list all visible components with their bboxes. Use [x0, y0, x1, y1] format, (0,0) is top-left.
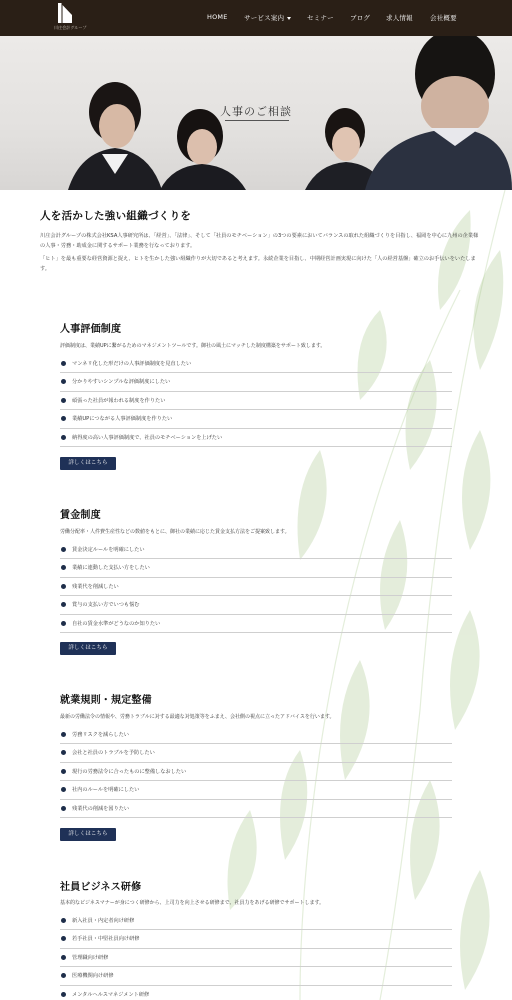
checklist-hr-evaluation: [60, 355, 452, 447]
hero-title: 人事のご相談: [220, 105, 292, 118]
list-item: [60, 744, 452, 762]
bullet-icon: [61, 361, 66, 366]
nav-services-label: サービス案内: [244, 14, 285, 22]
checklist-training: [60, 912, 452, 1000]
bullet-icon: [61, 955, 66, 960]
list-item: [60, 559, 452, 577]
list-item: [60, 726, 452, 744]
section-title-training: 社員ビジネス研修: [60, 882, 142, 893]
site-header: [0, 0, 512, 36]
list-item-label: メンタルヘルスマネジメント研修: [72, 991, 150, 998]
list-item: [60, 578, 452, 596]
list-item: [60, 355, 452, 373]
details-button-wage[interactable]: 詳しくはこちら: [60, 642, 116, 655]
bullet-icon: [61, 769, 66, 774]
list-item-label: 医療機関向け研修: [72, 973, 114, 980]
list-item-label: 業績UPにつながる人事評価制度を作りたい: [72, 416, 173, 423]
list-item-label: 管理職向け研修: [72, 954, 109, 961]
list-item: [60, 949, 452, 967]
logo-text: 川庄会計グループ: [54, 25, 87, 30]
checklist-wage: [60, 541, 452, 633]
list-item-label: 労務リスクを減らしたい: [72, 732, 129, 738]
list-item: [60, 373, 452, 391]
list-item-label: 残業代を削減したい: [72, 583, 119, 590]
section-desc-work-rules: 最新の労働法令の情報や、労務トラブルに対する最適な対処策等をふまえ、会社側の視点に立ったアドバイスを行います。: [60, 714, 335, 720]
details-button-hr-evaluation[interactable]: 詳しくはこちら: [60, 457, 116, 470]
list-item-label: 会社と社員のトラブルを予防したい: [72, 750, 155, 757]
intro-paragraph-2: 「ヒト」を最も重要な経営資源と捉え、ヒトを生かした強い組織作りが大切であると考えます。永続企業を目指し、中期経営計画実現に向けた「人の経営基盤」確立のお手伝いをいたします。: [40, 256, 476, 272]
bullet-icon: [61, 602, 66, 607]
details-button-work-rules[interactable]: 詳しくはこちら: [60, 828, 116, 841]
bullet-icon: [61, 918, 66, 923]
list-item-label: 自社の賃金水準がどうなのか知りたい: [72, 620, 161, 627]
list-item-label: 分かりやすいシンプルな評価制度にしたい: [72, 379, 171, 386]
list-item-label: 現行の労務法令に合ったものに整備しなおしたい: [72, 768, 187, 775]
section-title-wage: 賃金制度: [60, 510, 101, 521]
bullet-icon: [61, 992, 66, 997]
list-item: [60, 392, 452, 410]
bullet-icon: [61, 416, 66, 421]
list-item-label: 賞与の支払い方でいつも悩む: [72, 602, 140, 609]
list-item: [60, 930, 452, 948]
nav-recruit[interactable]: 求人情報: [386, 14, 413, 22]
bullet-icon: [61, 787, 66, 792]
bullet-icon: [61, 973, 66, 978]
list-item: [60, 615, 452, 633]
list-item-label: 新入社員・内定者向け研修: [72, 918, 135, 924]
list-item: [60, 763, 452, 781]
bullet-icon: [61, 750, 66, 755]
nav-blog[interactable]: ブログ: [350, 14, 371, 22]
checklist-work-rules: [60, 726, 452, 818]
list-item-label: 若手社員・中堅社員向け研修: [72, 936, 140, 943]
list-item: [60, 912, 452, 930]
nav-seminar[interactable]: セミナー: [307, 14, 334, 22]
bullet-icon: [61, 379, 66, 384]
section-title-hr-evaluation: 人事評価制度: [60, 324, 122, 335]
bullet-icon: [61, 547, 66, 552]
list-item: [60, 781, 452, 799]
bullet-icon: [61, 732, 66, 737]
intro-paragraph-1: 川庄会計グループの株式会社KSA人事研究所は、「経営」、「法律」、そして「社員のモチベーション」の3つの要素においてバランスの取れた組織づくりを目指し、福岡を中心に九州の企業様の人事・労務・助成金に関するサポート業務を行なっております。: [40, 233, 479, 249]
bullet-icon: [61, 398, 66, 403]
list-item-label: 残業代の削減を図りたい: [72, 805, 130, 812]
list-item-label: 業績に連動した支払い方をしたい: [72, 565, 150, 572]
bullet-icon: [61, 565, 66, 570]
list-item: [60, 429, 452, 447]
list-item: [60, 967, 452, 985]
nav-company[interactable]: 会社概要: [430, 14, 457, 22]
list-item-label: 賃金決定ルールを明確にしたい: [72, 547, 145, 553]
list-item: [60, 541, 452, 559]
bullet-icon: [61, 936, 66, 941]
section-title-work-rules: 就業規則・規定整備: [60, 695, 152, 706]
hero-banner: [0, 36, 512, 190]
list-item: [60, 986, 452, 1000]
list-item-label: 納得度の高い人事評価制度で、社員のモチベーションを上げたい: [72, 434, 223, 441]
logo[interactable]: [54, 3, 88, 33]
bullet-icon: [61, 806, 66, 811]
chevron-down-icon: [287, 17, 291, 20]
section-desc-wage: 労働分配率・人件費生産性などの数値をもとに、御社の業績に応じた賃金支払方法をご提案致します。: [60, 529, 290, 535]
hero-title-underline: [225, 120, 289, 121]
list-item: [60, 800, 452, 818]
logo-mark-icon: [58, 3, 72, 23]
bullet-icon: [61, 584, 66, 589]
list-item: [60, 410, 452, 428]
nav-services[interactable]: [244, 13, 291, 22]
section-desc-hr-evaluation: 評価制度は、業績UPに繋がるためのマネジメントツールです。御社の風土にマッチした制度構築をサポート致します。: [60, 343, 326, 349]
list-item-label: 頑張った社員が報われる制度を作りたい: [72, 397, 166, 404]
bullet-icon: [61, 435, 66, 440]
nav-home[interactable]: HOME: [207, 13, 228, 21]
intro-heading: 人を活かした強い組織づくりを: [40, 210, 192, 222]
section-desc-training: 基本的なビジネスマナーが身につく研修から、上司力を向上させる研修まで、社員力をあげる研修でサポートします。: [60, 900, 325, 906]
list-item: [60, 596, 452, 614]
bullet-icon: [61, 621, 66, 626]
list-item-label: 社内のルールを明確にしたい: [72, 787, 140, 794]
list-item-label: マンネリ化した形だけの人事評価制度を見直したい: [72, 361, 192, 367]
